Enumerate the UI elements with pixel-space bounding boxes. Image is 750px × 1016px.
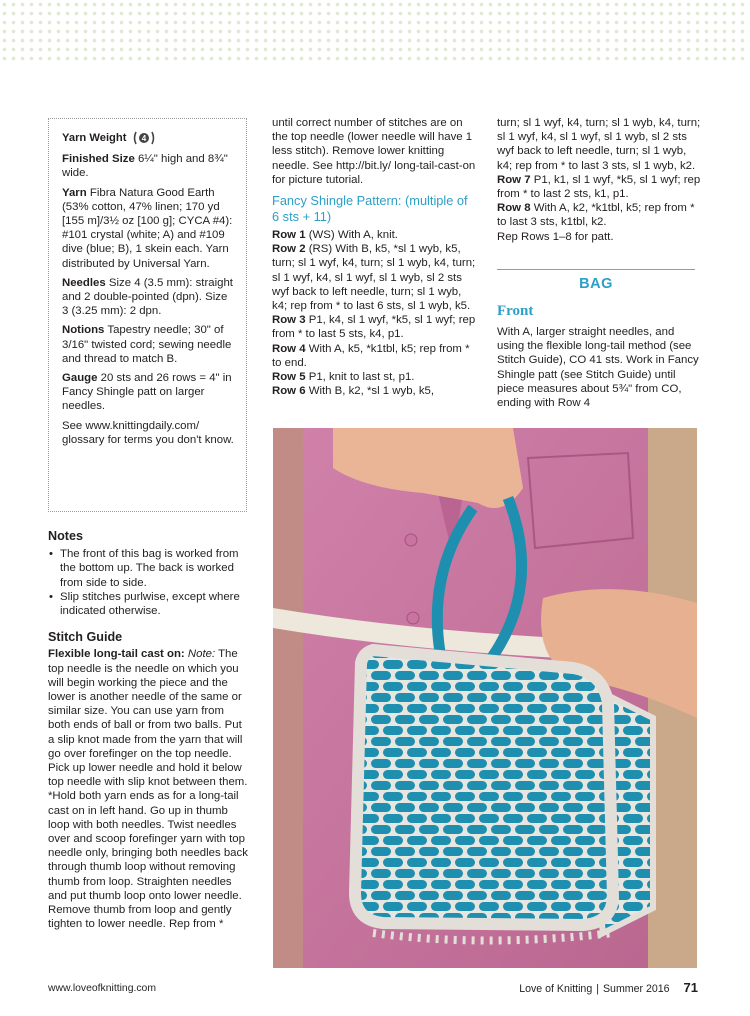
issue-name: Summer 2016 [602,983,670,995]
magazine-name: Love of Knitting [519,983,593,995]
svg-text:4: 4 [142,134,147,144]
glossary-note: See www.knittingdaily.com/ glossary for terms you don't know. [62,419,234,446]
bag-illustration [273,428,697,968]
bag-section-title: BAG [497,269,695,297]
middle-column [272,116,477,398]
cast-on-instructions: Flexible long-tail cast on: Note: The top needle is the needle on which you will begin working the piece and the lower is another needle of the same or similar size. You can use yarn from both ends of ball or from two balls. Put a slip knot made from the yarn that will go over forefinger on the top needle. Pick up lower needle and hold it below top needle with slip knot between them. *Hold both yarn ends as for a long-tail cast on in left hand. Go up in thumb loop with both needles. Twist needles over and scoop forefinger yarn with top needle only, bringing both needles back through thumb loop without removing thumb from loop. Straighten needles and put thumb loop onto lower needle. Remove thumb from loop and gently tighten to lower needle. Rep from * [48,648,248,931]
pattern-row: Row 3 P1, k4, sl 1 wyf, *k5, sl 1 wyf; rep from * to last 5 sts, k4, p1. [272,314,476,341]
repeat-note: Rep Rows 1–8 for patt. [497,230,614,243]
pattern-row: Row 5 P1, knit to last st, p1. [272,371,415,384]
yarn-info: Yarn Fibra Natura Good Earth (53% cotton, 47% linen; 170 yd [155 m]/3½ oz [100 g]; CYCA #4): #101 crystal (white; A) and #109 dive (blue; B), 1 skein each. Yarn distributed by Universal Yarn. [62,186,233,270]
gauge-info: Gauge 20 sts and 26 rows = 4" in Fancy Shingle patt on larger needles. [62,372,232,413]
dotted-header-pattern [0,0,750,62]
footer-publication [519,980,698,995]
pattern-row: Row 1 (WS) With A, knit. [272,229,398,242]
materials-box [48,118,247,512]
pattern-row: Row 2 (RS) With B, k5, *sl 1 wyb, k5, turn; sl 1 wyf, k4, turn; sl 1 wyb, k4, turn; sl 1 wyf, k4, sl 1 wyf, sl 1 wyb, sl 2 sts wyf back to left needle, turn; sl 1 wyb, k4; rep from * to last 6 sts, sl 1 wyb, k5. [272,243,476,313]
footer-separator: | [596,983,599,995]
notes-list [48,547,248,618]
front-text: With A, larger straight needles, and using the flexible long-tail method (see Stitch Guide), CO 41 sts. Work in Fancy Shingle patt (see Stitch Guide) until piece measures about 5¾" from CO, ending with Row 4 [497,326,699,410]
footer-website: www.loveofknitting.com [48,983,156,994]
pattern-row: Row 6 With B, k2, *sl 1 wyb, k5, [272,385,435,398]
pattern-heading: Fancy Shingle Pattern: (multiple of 6 sts + 11) [272,193,468,224]
yarn-weight-row [62,131,236,145]
yarn-weight-label: Yarn Weight [62,132,127,144]
list-item: • The front of this bag is worked from the bottom up. The back is worked from side to side. [48,547,248,590]
notes-heading: Notes [48,529,83,543]
pattern-row: Row 8 With A, k2, *k1tbl, k5; rep from * to last 3 sts, k1tbl, k2. [497,202,695,229]
right-column [497,116,702,244]
notions-info: Notions Tapestry needle; 30" of 3/16" twisted cord; sewing needle and thread to match B. [62,324,232,365]
yarn-weight-icon [133,131,155,145]
front-heading: Front [497,303,534,319]
list-item: • Slip stitches purlwise, except where indicated otherwise. [48,590,248,618]
pattern-row: Row 7 P1, k1, sl 1 wyf, *k5, sl 1 wyf; rep from * to last 2 sts, k1, p1. [497,173,701,201]
left-column [48,529,248,931]
finished-size: Finished Size 6¼" high and 8¾" wide. [62,153,228,180]
pattern-row: Row 4 With A, k5, *k1tbl, k5; rep from * to end. [272,342,470,369]
front-instructions [497,325,702,410]
needles-info: Needles Size 4 (3.5 mm): straight and 2 double-pointed (dpn). Size 3 (3.25 mm): 2 dpn. [62,276,233,318]
knitted-bag-photo [273,428,697,968]
row6-continued: turn; sl 1 wyf, k4, turn; sl 1 wyb, k4, turn; sl 1 wyf, k4, sl 1 wyf, sl 1 wyb, sl 2 sts wyf back to left needle, turn; sl 1 wyb, k4; rep from * to last 3 sts, sl 1 wyb, k2. [497,117,701,172]
cast-on-continued: until correct number of stitches are on the top needle (lower needle will have 1 less stitch). Remove lower knitting needle. See http://bit.ly/ long-tail-cast-on for picture tutorial. [272,117,476,186]
page-number: 71 [683,980,698,995]
stitch-guide-heading: Stitch Guide [48,630,123,645]
